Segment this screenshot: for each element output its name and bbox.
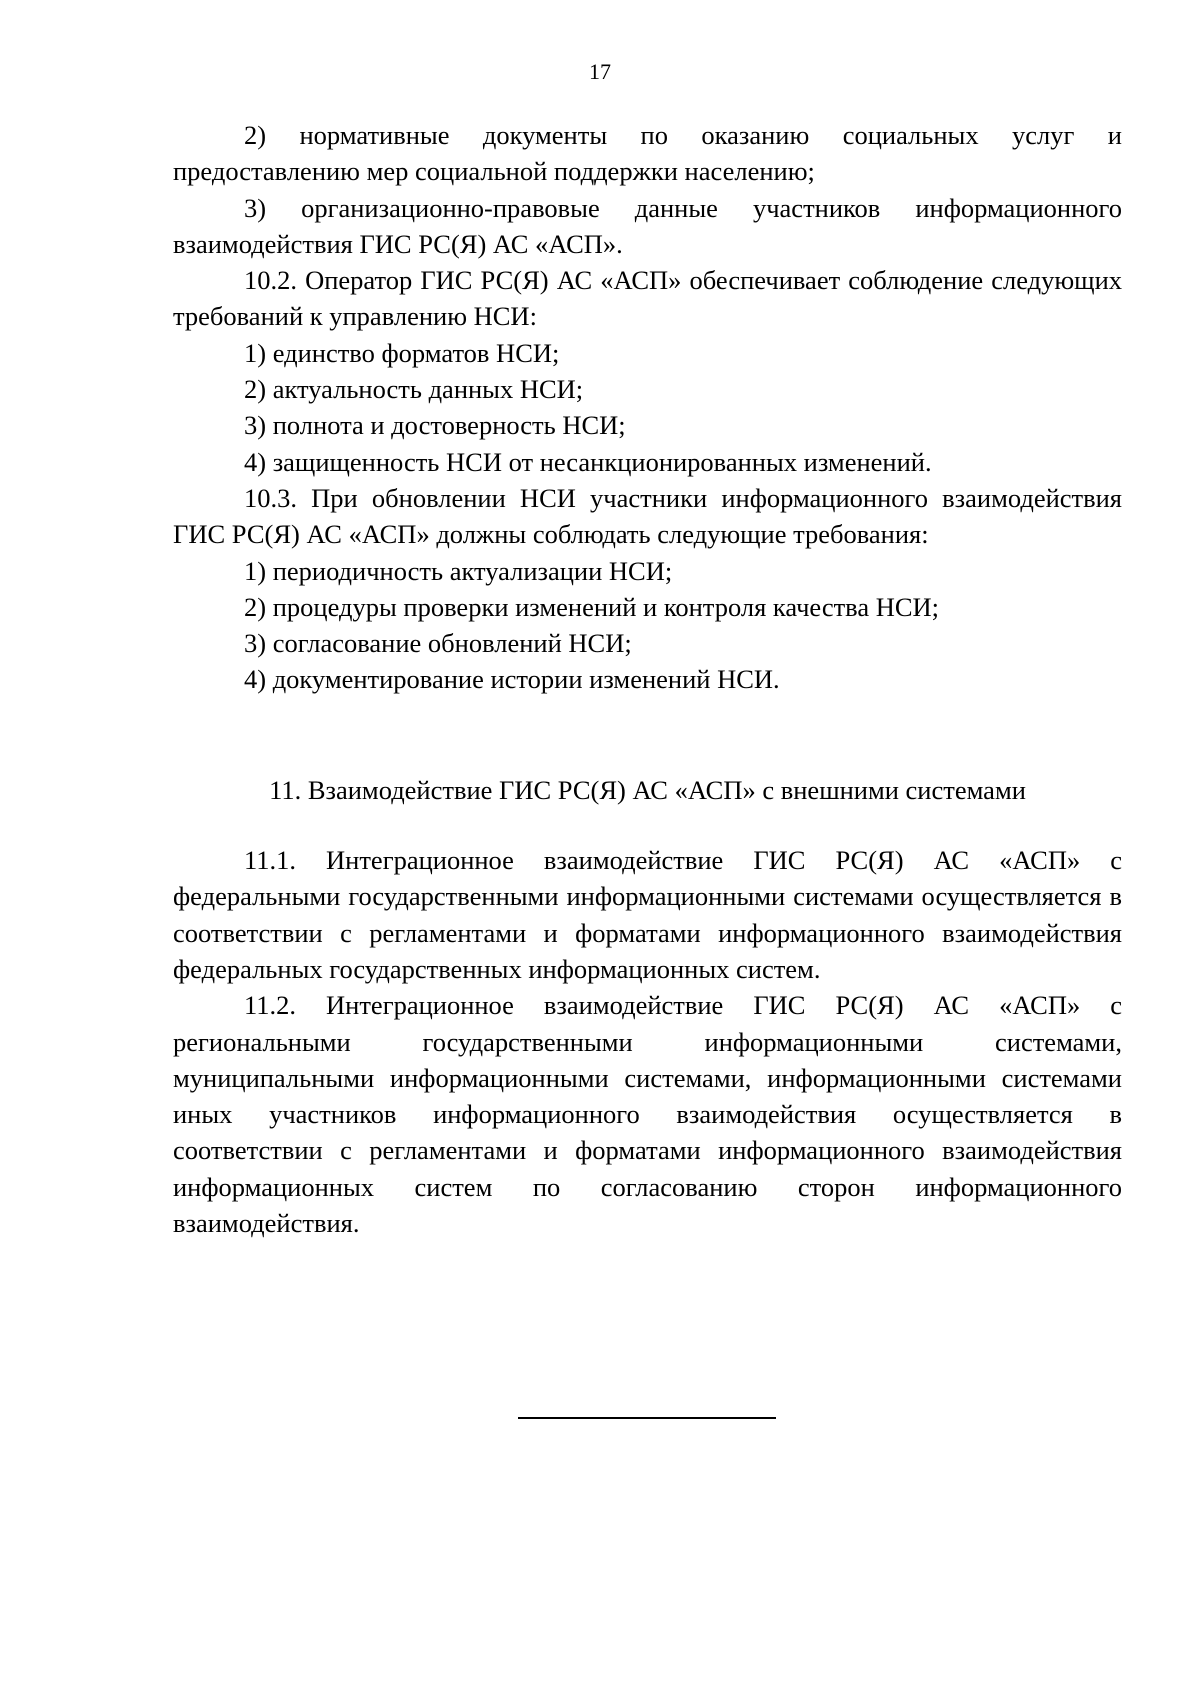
list-item: 1) периодичность актуализации НСИ; (244, 555, 673, 586)
end-of-document-rule (518, 1417, 776, 1419)
paragraph-organizational-data: 3) организационно-правовые данные участников информационного взаимодействия ГИС РС(Я) АС «АСП». (173, 192, 1122, 259)
paragraph-normative-documents: 2) нормативные документы по оказанию социальных услуг и предоставлению мер социальной поддержки населению; (173, 120, 1122, 187)
document-body (173, 117, 1122, 1241)
paragraph-10-3: 10.3. При обновлении НСИ участники информационного взаимодействия ГИС РС(Я) АС «АСП» должны соблюдать следующие требования: (173, 482, 1122, 550)
list-item: 2) процедуры проверки изменений и контроля качества НСИ; (244, 591, 940, 622)
list-item: 4) документирование истории изменений НСИ. (244, 664, 780, 695)
paragraph-11-2: 11.2. Интеграционное взаимодействие ГИС РС(Я) АС «АСП» с региональными государственными информационными системами, муниципальными информационными системами, информационными системами иных участников информационного взаимодействия осуществляется в соответствии с регламентами и форматами информационного взаимодействия информационных систем по согласованию сторон информационного взаимодействия. (173, 990, 1122, 1239)
paragraph-11-1: 11.1. Интеграционное взаимодействие ГИС РС(Я) АС «АСП» с федеральными государственными информационными системами осуществляется в соответствии с регламентами и форматами информационного взаимодействия федеральных государственных информационных систем. (173, 845, 1122, 984)
section-heading: 11. Взаимодействие ГИС РС(Я) АС «АСП» с внешними системами (269, 774, 1026, 805)
list-item: 2) актуальность данных НСИ; (244, 374, 584, 405)
section-spacer (173, 808, 1122, 842)
list-item: 3) полнота и достоверность НСИ; (244, 410, 626, 441)
list-item: 4) защищенность НСИ от несанкционированных изменений. (244, 446, 932, 477)
paragraph-10-2: 10.2. Оператор ГИС РС(Я) АС «АСП» обеспечивает соблюдение следующих требований к управлению НСИ: (173, 265, 1122, 332)
list-item: 1) единство форматов НСИ; (244, 337, 560, 368)
page-number: 17 (589, 59, 611, 84)
section-spacer (173, 698, 1122, 772)
list-item: 3) согласование обновлений НСИ; (244, 628, 632, 659)
